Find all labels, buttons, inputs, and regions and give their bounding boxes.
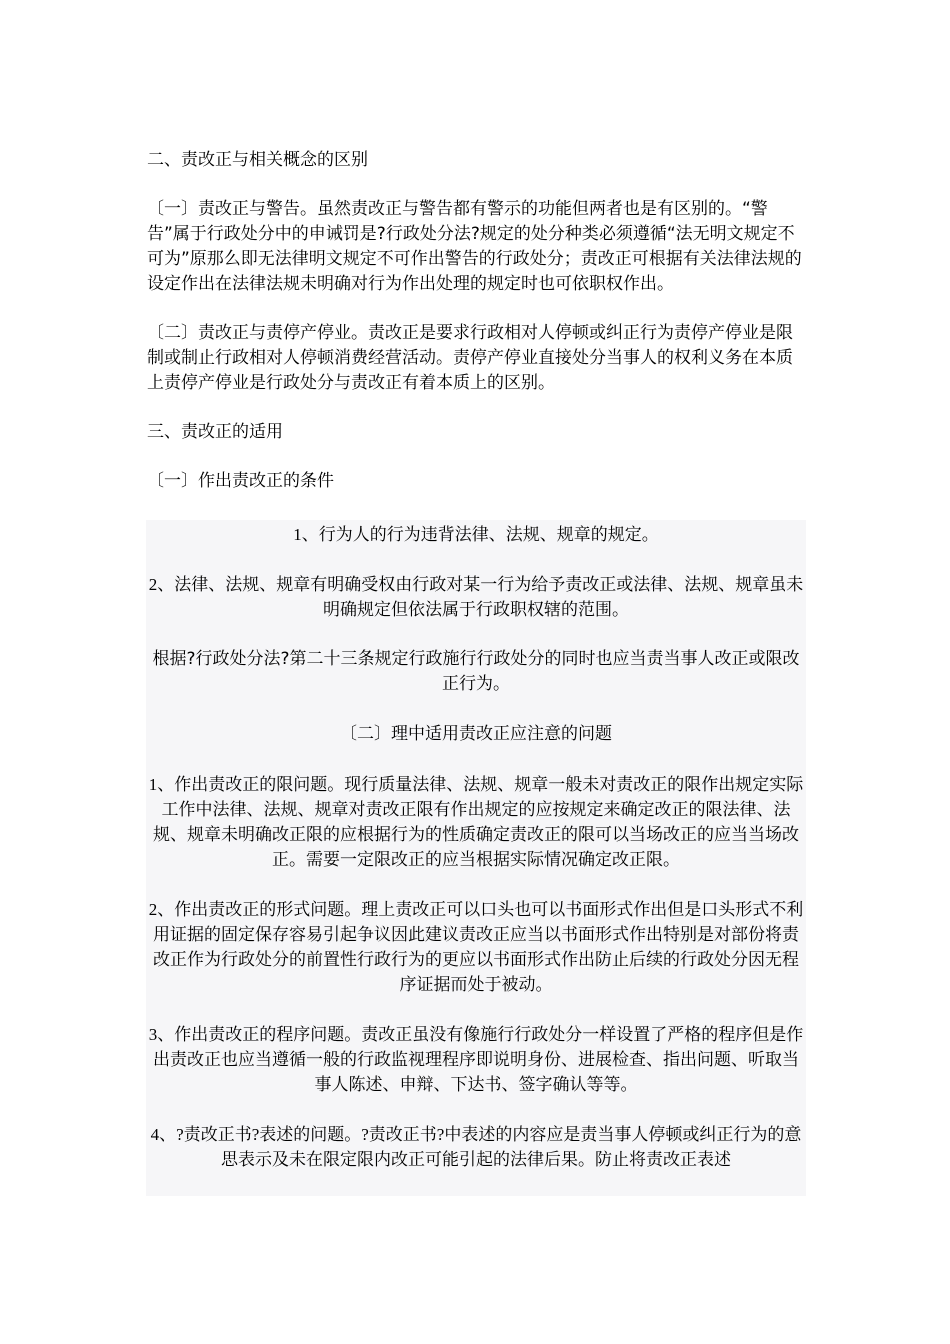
shaded-centered-block	[146, 520, 806, 1196]
condition-item-2: 2、法律、法规、规章有明确受权由行政对某一行为给予责改正或法律、法规、规章虽未明确规定但依法属于行政职权辖的范围。	[148, 575, 804, 619]
condition-item-1: 1、行为人的行为违背法律、法规、规章的规定。	[293, 525, 659, 544]
section-heading-3: 三、责改正的适用	[147, 422, 283, 442]
issue-item-4: 4、?责改正书?表述的问题。?责改正书?中表述的内容应是责当事人停顿或纠正行为的意思表示及未在限定限内改正可能引起的法律后果。防止将责改正表述	[150, 1125, 802, 1169]
issue-item-1: 1、作出责改正的限问题。现行质量法律、法规、规章一般未对责改正的限作出规定实际工作中法律、法规、规章对责改正限有作出规定的应按规定来确定改正的限法律、法规、规章未明确改正限的应根据行为的性质确定责改正的限可以当场改正的应当当场改正。需要一定限改正的应当根据实际情况确定改正限。	[148, 775, 804, 869]
paragraph-suspension: 〔二〕责改正与责停产停业。责改正是要求行政相对人停顿或纠正行为责停产停业是限制或制止行政相对人停顿消费经营活动。责停产停业直接处分当事人的权利义务在本质上责停产停业是行政处分与责改正有着本质上的区别。	[147, 323, 793, 393]
legal-basis-paragraph: 根据?行政处分法?第二十三条规定行政施行行政处分的同时也应当责当事人改正或限改正行为。	[152, 649, 800, 694]
document-body-upper	[147, 148, 809, 494]
issue-item-2: 2、作出责改正的形式问题。理上责改正可以口头也可以书面形式作出但是口头形式不利用证据的固定保存容易引起争议因此建议责改正应当以书面形式作出特别是对部份将责改正作为行政处分的前置性行政行为的更应以书面形式作出防止后续的行政处分因无程序证据而处于被动。	[148, 900, 804, 994]
paragraph-warning: 〔一〕责改正与警告。虽然责改正与警告都有警示的功能但两者也是有区别的。“警告”属于行政处分中的申诫罚是?行政处分法?规定的处分种类必须遵循“法无明文规定不可为”原那么即无法律明文规定不可作出警告的行政处分；责改正可根据有关法律法规的设定作出在法律法规未明确对行为作出处理的规定时也可依职权作出。	[147, 199, 802, 294]
issue-item-3: 3、作出责改正的程序问题。责改正虽没有像施行行政处分一样设置了严格的程序但是作出责改正也应当遵循一般的行政监视理程序即说明身份、进展检查、指出问题、听取当事人陈述、申辩、下达书、签字确认等等。	[148, 1025, 804, 1094]
subsection-heading-conditions: 〔一〕作出责改正的条件	[147, 471, 334, 491]
subsection-heading-issues: 〔二〕理中适用责改正应注意的问题	[340, 724, 612, 744]
section-heading-2: 二、责改正与相关概念的区别	[147, 150, 368, 170]
